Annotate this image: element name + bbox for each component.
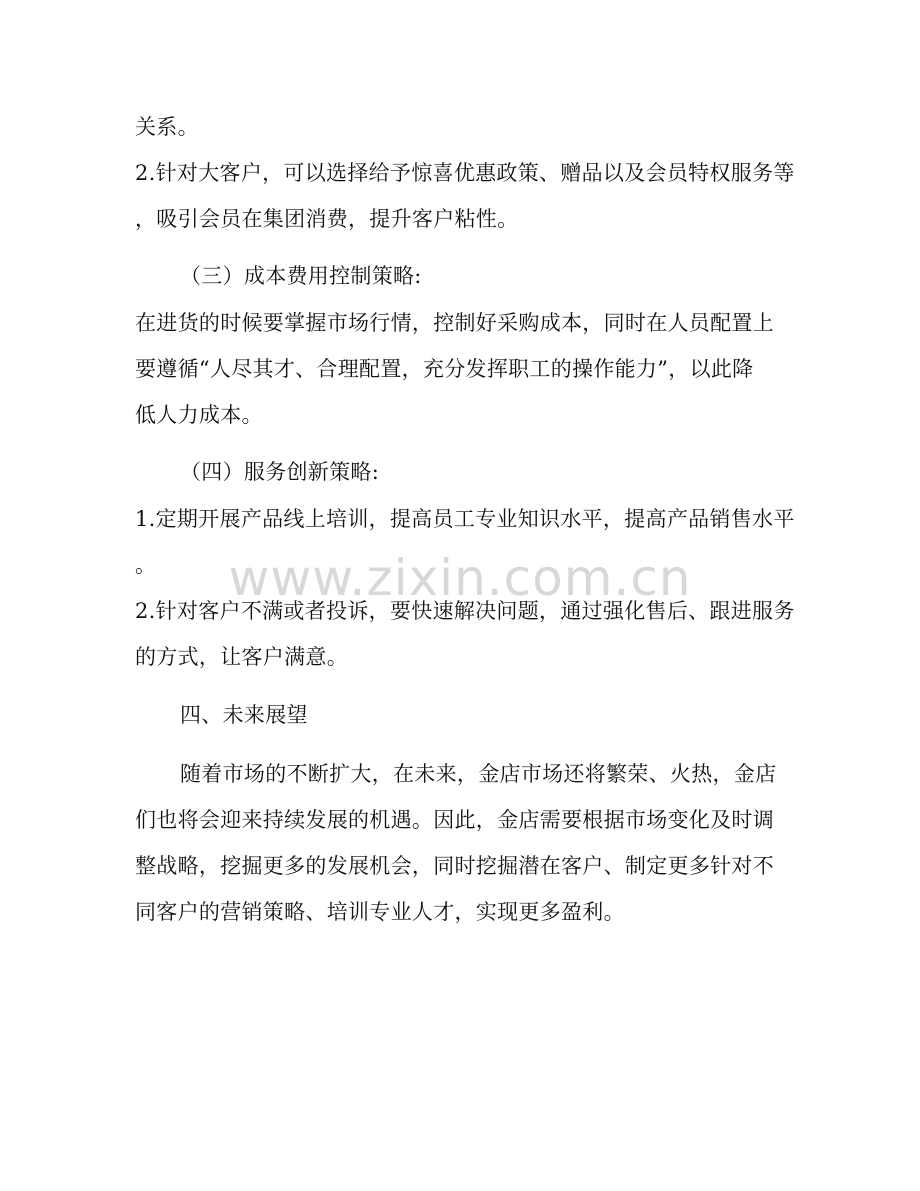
paragraph-line: 2.针对客户不满或者投诉，要快速解决问题，通过强化售后、跟进服务 <box>135 599 795 623</box>
paragraph-line: 的方式，让客户满意。 <box>135 645 348 669</box>
section-heading-future-outlook: 四、未来展望 <box>180 703 308 727</box>
paragraph-line: 2.针对大客户，可以选择给予惊喜优惠政策、赠品以及会员特权服务等 <box>135 161 795 185</box>
paragraph-line: 随着市场的不断扩大，在未来，金店市场还将繁荣、火热，金店 <box>180 762 777 786</box>
paragraph-line: 1.定期开展产品线上培训，提高员工专业知识水平，提高产品销售水平 <box>135 507 795 531</box>
paragraph-line: ，吸引会员在集团消费，提升客户粘性。 <box>135 207 519 231</box>
paragraph-line: 要遵循“人尽其才、合理配置，充分发挥职工的操作能力”，以此降 <box>135 357 754 381</box>
section-heading-service-innovation: （四）服务创新策略: <box>180 460 380 484</box>
paragraph-line: 整战略，挖掘更多的发展机会，同时挖掘潜在客户、制定更多针对不 <box>135 854 774 878</box>
paragraph-line: 低人力成本。 <box>135 403 263 427</box>
paragraph-line: 。 <box>135 553 157 577</box>
watermark-text: www.zixin.com.cn <box>228 549 692 607</box>
section-heading-cost-control: （三）成本费用控制策略: <box>180 264 422 288</box>
paragraph-line: 在进货的时候要掌握市场行情，控制好采购成本，同时在人员配置上 <box>135 311 774 335</box>
paragraph-line: 们也将会迎来持续发展的机遇。因此，金店需要根据市场变化及时调 <box>135 808 774 832</box>
paragraph-line: 关系。 <box>135 115 199 139</box>
paragraph-line: 同客户的营销策略、培训专业人才，实现更多盈利。 <box>135 900 625 924</box>
